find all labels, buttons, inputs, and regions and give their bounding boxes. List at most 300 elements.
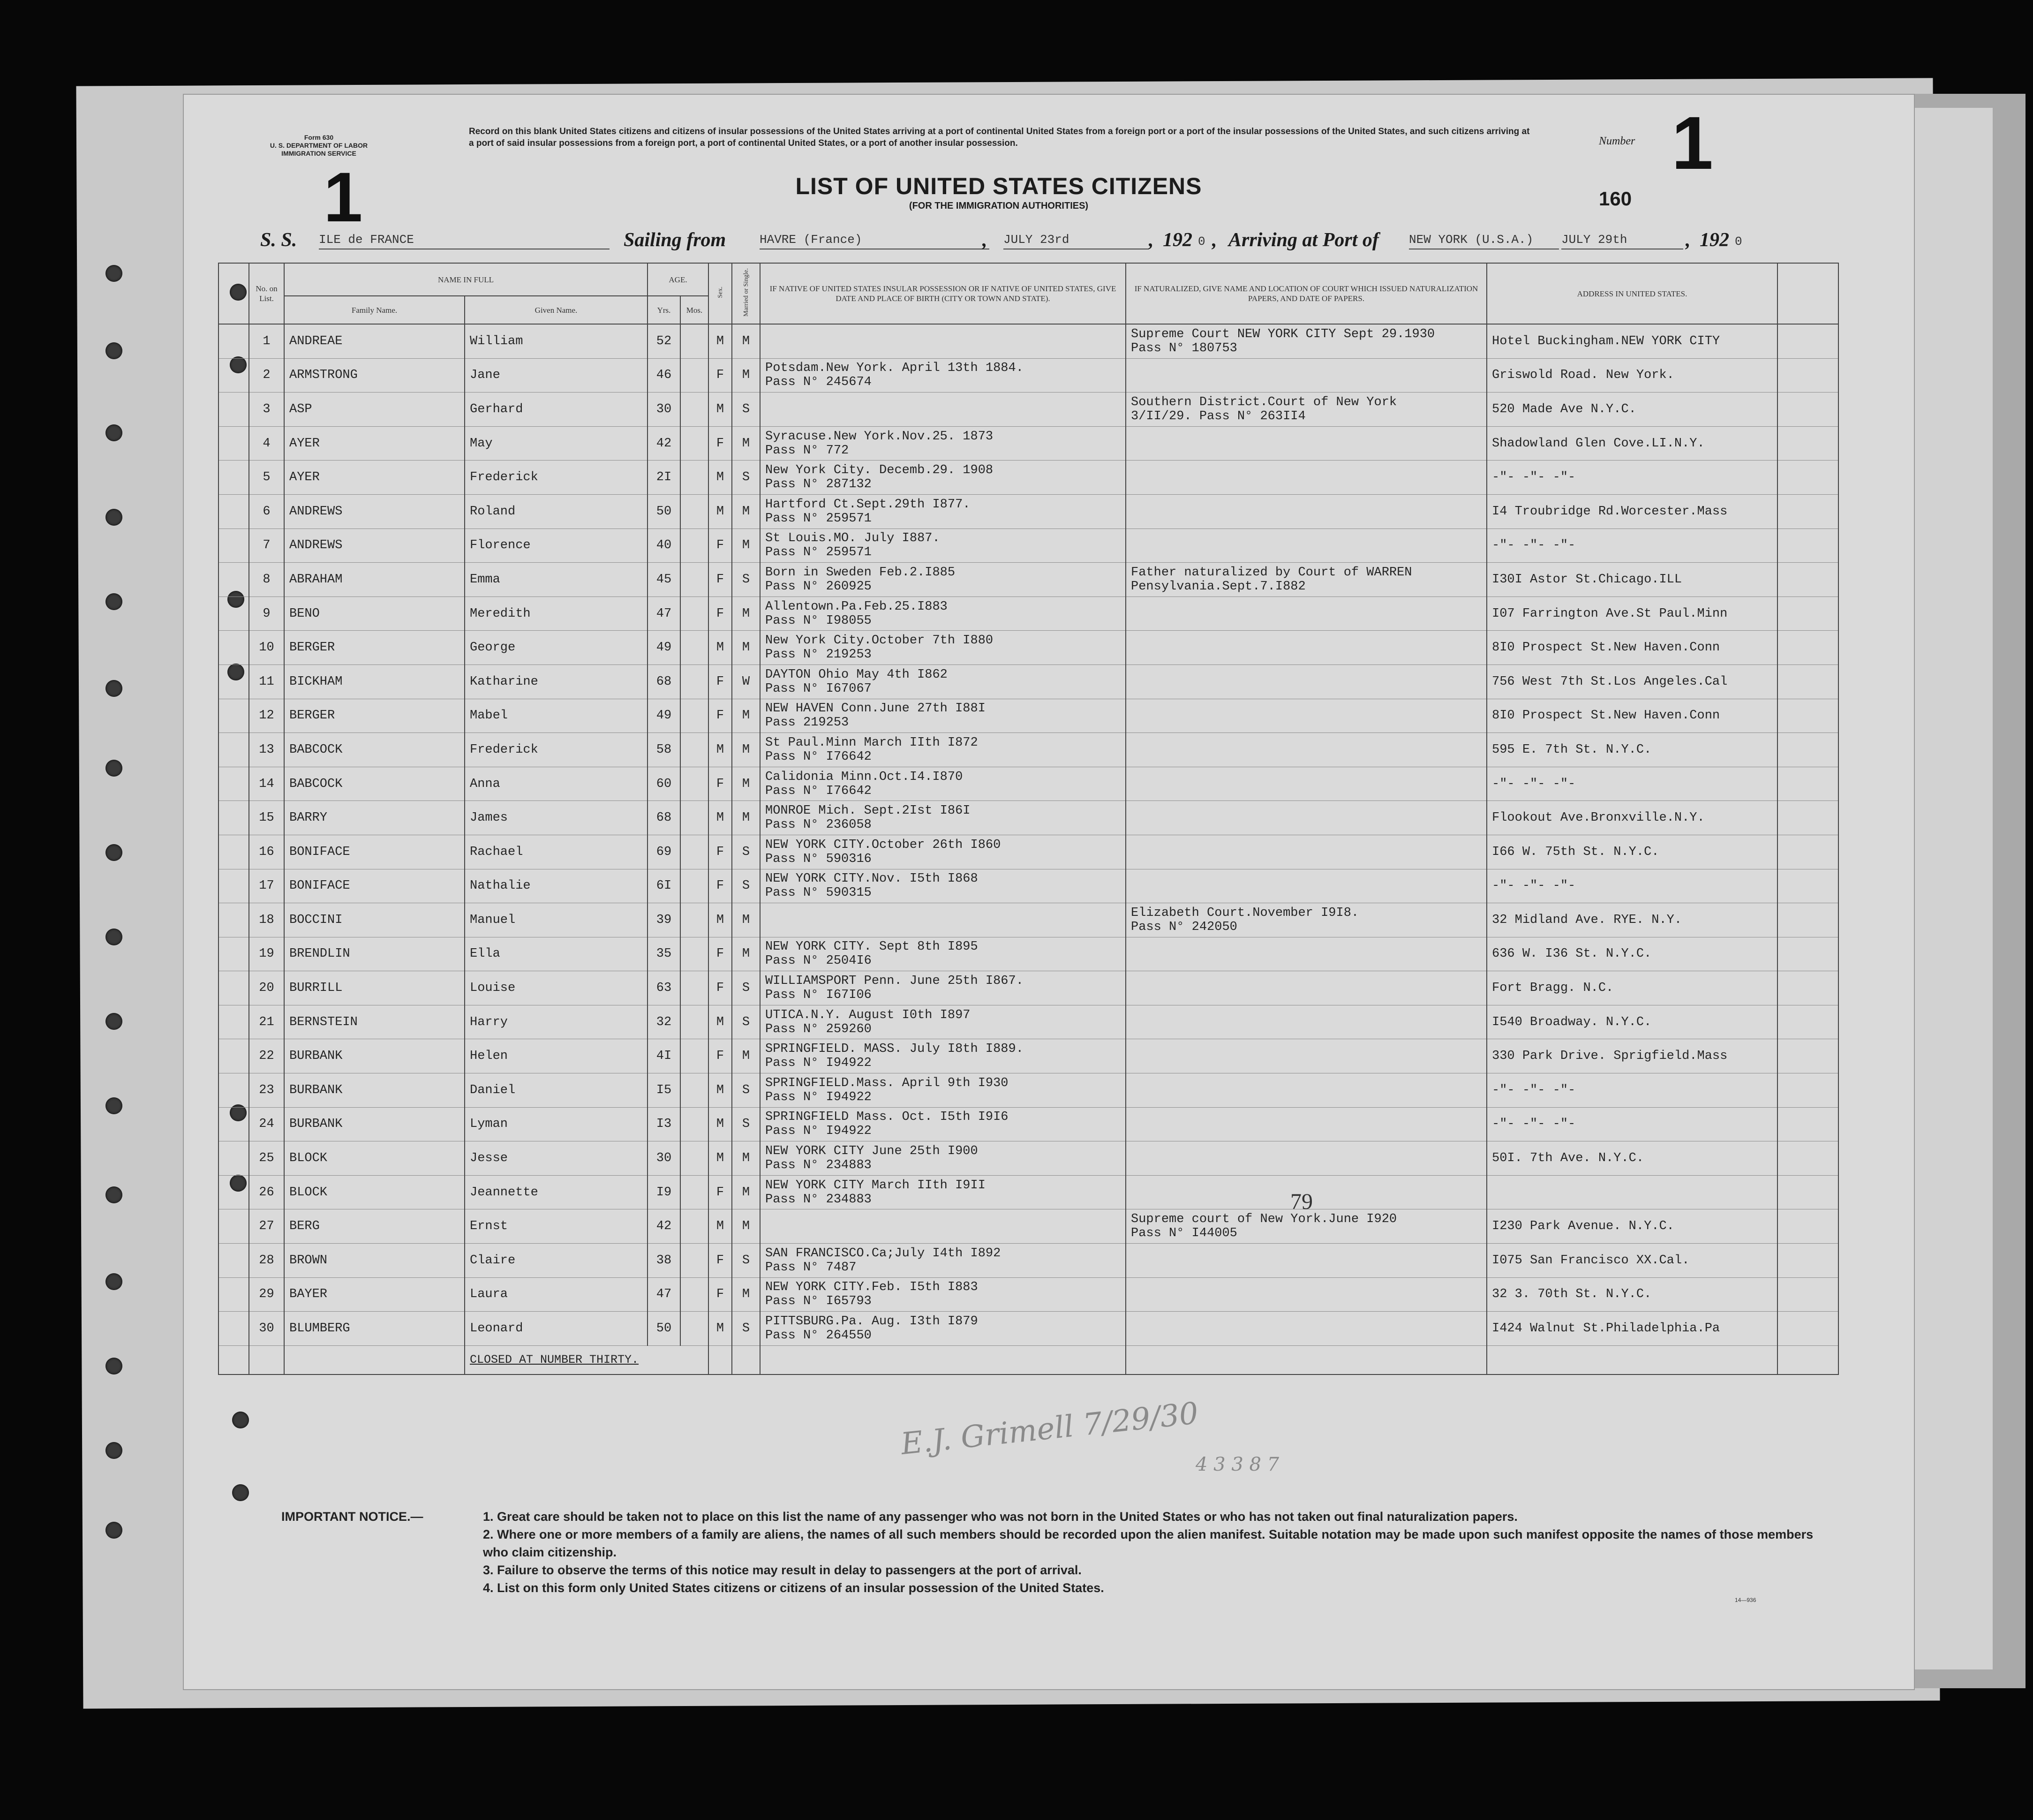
row-mark-cell: [218, 1312, 249, 1346]
row-number: 1: [249, 324, 284, 358]
table-row: [218, 563, 1838, 597]
marital-status: M: [732, 597, 760, 631]
naturalization-pass: Pensylvania.Sept.7.I882: [1131, 579, 1306, 594]
given-name: Meredith: [465, 597, 648, 631]
marital-status: S: [732, 1107, 760, 1141]
passport-number: Pass N° I76642: [765, 784, 872, 798]
age-months: [680, 1244, 708, 1278]
age-months: [680, 1175, 708, 1209]
given-name: Anna: [465, 767, 648, 801]
age-years: 6I: [648, 869, 680, 903]
birth-place-date: NEW YORK CITY June 25th I900: [765, 1144, 978, 1159]
age-years: 42: [648, 1209, 680, 1244]
age-years: 68: [648, 801, 680, 835]
us-address: Shadowland Glen Cove.LI.N.Y.: [1487, 426, 1777, 461]
sex: F: [708, 835, 732, 869]
us-address: Flookout Ave.Bronxville.N.Y.: [1487, 801, 1777, 835]
row-number: 7: [249, 529, 284, 563]
age-months: [680, 597, 708, 631]
birth-info: [760, 393, 1126, 427]
row-mark-cell: [218, 1277, 249, 1312]
marital-status: S: [732, 1312, 760, 1346]
family-name: BERGER: [284, 699, 465, 733]
binder-hole: [105, 1097, 122, 1114]
age-months: [680, 631, 708, 665]
blank-cell: [1777, 597, 1838, 631]
us-address: 595 E. 7th St. N.Y.C.: [1487, 733, 1777, 767]
table-row: [218, 801, 1838, 835]
age-years: 35: [648, 937, 680, 971]
naturalization-info: [1126, 597, 1487, 631]
row-mark-cell: [218, 529, 249, 563]
number-value: 1: [1672, 101, 1713, 185]
sex: M: [708, 393, 732, 427]
birth-place-date: Potsdam.New York. April 13th 1884.: [765, 361, 1024, 376]
us-address: I66 W. 75th St. N.Y.C.: [1487, 835, 1777, 869]
table-row: [218, 733, 1838, 767]
table-row: [218, 494, 1838, 529]
us-address: -"- -"- -"-: [1487, 529, 1777, 563]
marital-status: M: [732, 801, 760, 835]
birth-info: [760, 358, 1126, 393]
blank-cell: [1777, 903, 1838, 937]
sex: M: [708, 1141, 732, 1176]
sex: M: [708, 461, 732, 495]
naturalization-info: [1126, 1244, 1487, 1278]
us-address: I424 Walnut St.Philadelphia.Pa: [1487, 1312, 1777, 1346]
naturalization-info: [1126, 801, 1487, 835]
blank-cell: [1777, 358, 1838, 393]
birth-info: [760, 631, 1126, 665]
naturalization-info: [1126, 631, 1487, 665]
age-months: [680, 529, 708, 563]
row-number: 26: [249, 1175, 284, 1209]
row-number: 21: [249, 1005, 284, 1039]
age-months: [680, 665, 708, 699]
age-months: [680, 1039, 708, 1073]
binder-hole: [105, 1358, 122, 1374]
age-years: 58: [648, 733, 680, 767]
birth-info: [760, 869, 1126, 903]
row-number: 29: [249, 1277, 284, 1312]
birth-info: [760, 665, 1126, 699]
naturalization-info: [1126, 971, 1487, 1005]
row-number: 25: [249, 1141, 284, 1176]
passport-number: Pass N° 2504I6: [765, 954, 872, 968]
table-row: [218, 1175, 1838, 1209]
passport-number: Pass N° I67I06: [765, 988, 872, 1003]
naturalization-info: [1126, 1039, 1487, 1073]
birth-info: [760, 801, 1126, 835]
us-address: Hotel Buckingham.NEW YORK CITY: [1487, 324, 1777, 358]
birth-place-date: SPRINGFIELD. MASS. July I8th I889.: [765, 1042, 1024, 1057]
age-years: 50: [648, 1312, 680, 1346]
birth-place-date: Born in Sweden Feb.2.I885: [765, 565, 956, 580]
given-name: Harry: [465, 1005, 648, 1039]
age-months: [680, 494, 708, 529]
age-months: [680, 1277, 708, 1312]
passport-number: Pass N° I94922: [765, 1124, 872, 1139]
column-header-yrs: Yrs.: [648, 296, 680, 324]
age-years: 45: [648, 563, 680, 597]
given-name: George: [465, 631, 648, 665]
notice-item: 1. Great care should be taken not to place on this list the name of any passenger who was not born in the United States or who has not taken out final naturalization papers.: [483, 1510, 1518, 1524]
sex: F: [708, 426, 732, 461]
age-years: 4I: [648, 1039, 680, 1073]
row-number: 30: [249, 1312, 284, 1346]
sex: F: [708, 767, 732, 801]
binder-hole: [105, 593, 122, 610]
binder-hole: [105, 929, 122, 945]
sex: F: [708, 358, 732, 393]
sex: F: [708, 665, 732, 699]
notice-item: 3. Failure to observe the terms of this notice may result in delay to passengers at the port of arrival.: [483, 1563, 1082, 1577]
us-address: 756 West 7th St.Los Angeles.Cal: [1487, 665, 1777, 699]
birth-info: [760, 563, 1126, 597]
birth-info: [760, 733, 1126, 767]
birth-place-date: MONROE Mich. Sept.2Ist I86I: [765, 804, 971, 818]
family-name: BURBANK: [284, 1039, 465, 1073]
birth-info: [760, 1312, 1126, 1346]
given-name: Rachael: [465, 835, 648, 869]
passport-number: Pass 219253: [765, 716, 849, 730]
passport-number: Pass N° I67067: [765, 681, 872, 696]
binder-hole: [105, 1186, 122, 1203]
given-name: Katharine: [465, 665, 648, 699]
us-address: 636 W. I36 St. N.Y.C.: [1487, 937, 1777, 971]
age-years: 30: [648, 393, 680, 427]
birth-place-date: St Paul.Minn March IIth I872: [765, 735, 978, 750]
row-mark-cell: [218, 1244, 249, 1278]
marital-status: S: [732, 1073, 760, 1108]
binder-hole: [232, 1484, 249, 1501]
birth-info: [760, 426, 1126, 461]
birth-info: [760, 937, 1126, 971]
age-years: 47: [648, 597, 680, 631]
sex: M: [708, 1312, 732, 1346]
notice-lead: IMPORTANT NOTICE.—: [281, 1510, 423, 1524]
inspector-signature: E.J. Grimell 7/29/30: [899, 1396, 1200, 1462]
given-name: Roland: [465, 494, 648, 529]
birth-place-date: NEW YORK CITY.Nov. I5th I868: [765, 872, 978, 886]
table-row: [218, 1039, 1838, 1073]
family-name: BRENDLIN: [284, 937, 465, 971]
us-address: I07 Farrington Ave.St Paul.Minn: [1487, 597, 1777, 631]
family-name: BAYER: [284, 1277, 465, 1312]
sailing-port: HAVRE (France): [760, 233, 989, 249]
service-name: IMMIGRATION SERVICE: [281, 150, 356, 157]
row-number: 3: [249, 393, 284, 427]
marital-status: M: [732, 529, 760, 563]
birth-info: [760, 1141, 1126, 1176]
row-mark-cell: [218, 699, 249, 733]
table-row: [218, 1107, 1838, 1141]
birth-place-date: NEW YORK CITY March IIth I9II: [765, 1178, 986, 1193]
row-mark-cell: [218, 767, 249, 801]
us-address: -"- -"- -"-: [1487, 461, 1777, 495]
naturalization-info: [1126, 1312, 1487, 1346]
age-months: [680, 393, 708, 427]
given-name: Daniel: [465, 1073, 648, 1108]
passport-number: Pass N° 287132: [765, 477, 872, 492]
naturalization-info: [1126, 937, 1487, 971]
naturalization-info: [1126, 767, 1487, 801]
column-header-mos: Mos.: [680, 296, 708, 324]
birth-place-date: NEW HAVEN Conn.June 27th I88I: [765, 702, 986, 716]
family-name: BONIFACE: [284, 835, 465, 869]
marital-status: M: [732, 324, 760, 358]
column-header-given: Given Name.: [465, 296, 648, 324]
page-number: 160: [1599, 188, 1632, 210]
naturalization-pass: Pass N° 180753: [1131, 341, 1237, 355]
sex: M: [708, 1073, 732, 1108]
sailing-label: Sailing from: [624, 229, 726, 251]
sex: F: [708, 869, 732, 903]
marital-status: W: [732, 665, 760, 699]
column-header-family: Family Name.: [284, 296, 465, 324]
passport-number: Pass N° I76642: [765, 749, 872, 764]
naturalization-info: [1126, 1073, 1487, 1108]
court-name: Supreme Court NEW YORK CITY Sept 29.1930: [1131, 327, 1435, 341]
row-mark-cell: [218, 426, 249, 461]
table-row: [218, 699, 1838, 733]
binder-hole: [105, 680, 122, 697]
us-address: 32 Midland Ave. RYE. N.Y.: [1487, 903, 1777, 937]
age-months: [680, 971, 708, 1005]
arriving-label: Arriving at Port of: [1228, 229, 1379, 251]
naturalization-info: [1126, 733, 1487, 767]
birth-place-date: St Louis.MO. July I887.: [765, 531, 940, 546]
row-number: 9: [249, 597, 284, 631]
blank-cell: [1777, 665, 1838, 699]
sex: M: [708, 324, 732, 358]
table-row: [218, 937, 1838, 971]
family-name: BOCCINI: [284, 903, 465, 937]
age-years: 2I: [648, 461, 680, 495]
given-name: Nathalie: [465, 869, 648, 903]
passport-number: Pass N° 259260: [765, 1022, 872, 1036]
naturalization-info: [1126, 324, 1487, 358]
column-header-blank: [1777, 263, 1838, 324]
given-name: Frederick: [465, 733, 648, 767]
row-number: 20: [249, 971, 284, 1005]
arrival-year-prefix: 192: [1700, 229, 1729, 251]
blank-cell: [1777, 1175, 1838, 1209]
given-name: Florence: [465, 529, 648, 563]
family-name: BENO: [284, 597, 465, 631]
marital-status: S: [732, 393, 760, 427]
blank-cell: [1777, 494, 1838, 529]
row-mark-cell: [218, 1073, 249, 1108]
naturalization-pass: Pass N° 242050: [1131, 920, 1237, 934]
age-years: 42: [648, 426, 680, 461]
passport-number: Pass N° 219253: [765, 648, 872, 662]
sex: M: [708, 903, 732, 937]
binder-hole: [105, 1522, 122, 1539]
row-mark-cell: [218, 393, 249, 427]
column-header-no: No. on List.: [249, 263, 284, 324]
birth-place-date: UTICA.N.Y. August I0th I897: [765, 1008, 971, 1022]
birth-place-date: SAN FRANCISCO.Ca;July I4th I892: [765, 1246, 1001, 1261]
age-years: 32: [648, 1005, 680, 1039]
age-years: 46: [648, 358, 680, 393]
row-number: 5: [249, 461, 284, 495]
sex: M: [708, 733, 732, 767]
table-row: [218, 1277, 1838, 1312]
table-row: [218, 461, 1838, 495]
us-address: I075 San Francisco XX.Cal.: [1487, 1244, 1777, 1278]
table-row: [218, 835, 1838, 869]
row-mark-cell: [218, 324, 249, 358]
marital-status: M: [732, 1175, 760, 1209]
age-years: 68: [648, 665, 680, 699]
given-name: Mabel: [465, 699, 648, 733]
table-row: [218, 426, 1838, 461]
row-number: 27: [249, 1209, 284, 1244]
table-row: [218, 324, 1838, 358]
given-name: Jeannette: [465, 1175, 648, 1209]
naturalization-info: [1126, 358, 1487, 393]
form-department-block: [239, 134, 399, 158]
naturalization-info: [1126, 903, 1487, 937]
age-years: 47: [648, 1277, 680, 1312]
us-address: I540 Broadway. N.Y.C.: [1487, 1005, 1777, 1039]
age-months: [680, 324, 708, 358]
us-address: -"- -"- -"-: [1487, 869, 1777, 903]
row-number: 23: [249, 1073, 284, 1108]
birth-info: [760, 835, 1126, 869]
binder-hole: [105, 424, 122, 441]
table-row: [218, 393, 1838, 427]
row-number: 15: [249, 801, 284, 835]
passport-number: Pass N° 234883: [765, 1158, 872, 1173]
age-months: [680, 869, 708, 903]
naturalization-info: [1126, 426, 1487, 461]
sex: F: [708, 937, 732, 971]
marital-status: S: [732, 1244, 760, 1278]
age-years: 49: [648, 631, 680, 665]
marital-status: M: [732, 494, 760, 529]
blank-cell: [1777, 426, 1838, 461]
row-mark-cell: [218, 631, 249, 665]
blank-cell: [1777, 1005, 1838, 1039]
row-number: 13: [249, 733, 284, 767]
given-name: Emma: [465, 563, 648, 597]
given-name: Claire: [465, 1244, 648, 1278]
sex: M: [708, 1107, 732, 1141]
family-name: BICKHAM: [284, 665, 465, 699]
arrival-port: NEW YORK (U.S.A.): [1409, 233, 1559, 249]
marital-status: S: [732, 869, 760, 903]
blank-cell: [1777, 1277, 1838, 1312]
row-mark-cell: [218, 1209, 249, 1244]
court-name: Father naturalized by Court of WARREN: [1131, 565, 1412, 580]
marital-status: M: [732, 733, 760, 767]
age-months: [680, 1209, 708, 1244]
passport-number: Pass N° 259571: [765, 545, 872, 560]
table-row: [218, 631, 1838, 665]
binder-hole: [105, 265, 122, 282]
marital-status: M: [732, 1039, 760, 1073]
table-row: [218, 1005, 1838, 1039]
sex: F: [708, 1175, 732, 1209]
page-subtitle: (FOR THE IMMIGRATION AUTHORITIES): [909, 201, 1089, 211]
row-mark-cell: [218, 563, 249, 597]
birth-info: [760, 1107, 1126, 1141]
row-mark-cell: [218, 903, 249, 937]
row-mark-cell: [218, 971, 249, 1005]
family-name: ANDREAE: [284, 324, 465, 358]
us-address: [1487, 1175, 1777, 1209]
birth-place-date: New York City. Decemb.29. 1908: [765, 463, 994, 478]
blank-cell: [1777, 1244, 1838, 1278]
age-months: [680, 1073, 708, 1108]
table-row: [218, 869, 1838, 903]
department-name: U. S. DEPARTMENT OF LABOR: [270, 142, 368, 149]
naturalization-info: [1126, 461, 1487, 495]
closing-note: CLOSED AT NUMBER THIRTY.: [465, 1345, 708, 1374]
passport-number: Pass N° 590315: [765, 886, 872, 900]
list-mark: 1: [324, 158, 363, 236]
row-number: 28: [249, 1244, 284, 1278]
table-row: [218, 1312, 1838, 1346]
binder-hole: [105, 1442, 122, 1459]
passenger-table: [218, 263, 1839, 1375]
given-name: Jesse: [465, 1141, 648, 1176]
naturalization-info: [1126, 869, 1487, 903]
birth-place-date: SPRINGFIELD Mass. Oct. I5th I9I6: [765, 1110, 1009, 1125]
arrival-date: JULY 29th: [1561, 233, 1683, 249]
mark-column-header: [218, 263, 249, 324]
row-number: 10: [249, 631, 284, 665]
table-row: [218, 529, 1838, 563]
given-name: Louise: [465, 971, 648, 1005]
court-name: Supreme court of New York.June I920: [1131, 1212, 1397, 1227]
row-mark-cell: [218, 1175, 249, 1209]
birth-place-date: WILLIAMSPORT Penn. June 25th I867.: [765, 974, 1024, 989]
given-name: Ella: [465, 937, 648, 971]
birth-info: [760, 529, 1126, 563]
family-name: BERNSTEIN: [284, 1005, 465, 1039]
blank-cell: [1777, 631, 1838, 665]
sex: M: [708, 631, 732, 665]
us-address: Griswold Road. New York.: [1487, 358, 1777, 393]
birth-place-date: Syracuse.New York.Nov.25. 1873: [765, 429, 994, 444]
form-code: 14—936: [1735, 1597, 1756, 1603]
age-years: 50: [648, 494, 680, 529]
column-header-sex: Sex.: [708, 263, 732, 324]
marital-status: M: [732, 1141, 760, 1176]
row-mark-cell: [218, 1005, 249, 1039]
table-row: [218, 1209, 1838, 1244]
marital-status: S: [732, 563, 760, 597]
given-name: Lyman: [465, 1107, 648, 1141]
sex: F: [708, 1244, 732, 1278]
marital-status: M: [732, 358, 760, 393]
number-label: Number: [1599, 135, 1635, 147]
age-months: [680, 699, 708, 733]
row-number: 24: [249, 1107, 284, 1141]
age-years: 39: [648, 903, 680, 937]
birth-info: [760, 971, 1126, 1005]
birth-info: [760, 597, 1126, 631]
age-months: [680, 835, 708, 869]
age-months: [680, 461, 708, 495]
blank-cell: [1777, 971, 1838, 1005]
birth-place-date: Allentown.Pa.Feb.25.I883: [765, 599, 948, 614]
table-row: [218, 597, 1838, 631]
age-years: 38: [648, 1244, 680, 1278]
